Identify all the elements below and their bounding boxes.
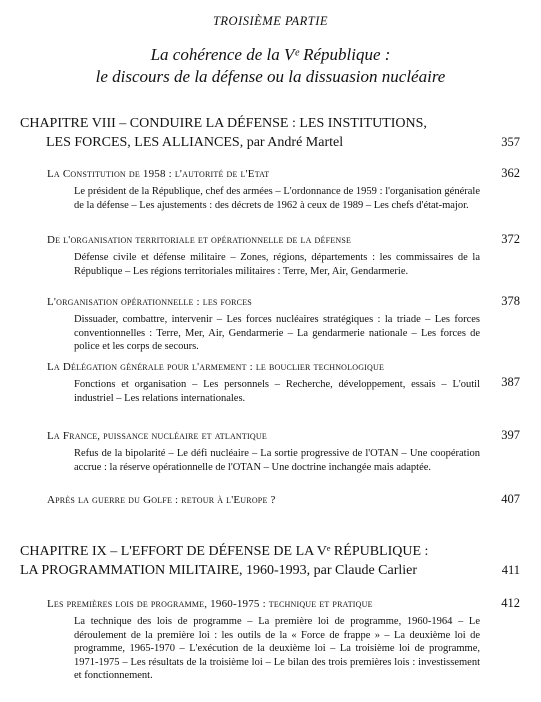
chapter-page-number: 411 <box>501 563 520 577</box>
section-page-number: 372 <box>501 232 520 246</box>
section-summary: Fonctions et organisation – Les personnels – Recherche, développement, essais – L'outil industriel – Les relations internationales. <box>74 379 480 404</box>
chapter-title-line2: LA PROGRAMMATION MILITAIRE, 1960-1993, par Claude Carlier <box>20 563 418 578</box>
toc-section <box>47 359 520 405</box>
section-summary: Refus de la bipolarité – Le défi nucléaire – La sortie progressive de l'OTAN – Une coopération accrue : la réserve opérationnelle de l'OTAN – Une doctrine inchangée mais adaptée. <box>74 448 480 473</box>
toc-section <box>47 166 520 212</box>
chapter-page-number: 357 <box>501 135 520 149</box>
chapter-title-line1: CHAPITRE VIII – CONDUIRE LA DÉFENSE : LES INSTITUTIONS, <box>20 116 427 131</box>
section-title: Les premières lois de programme, 1960-1975 : technique et pratique <box>47 598 373 610</box>
section-title: La France, puissance nucléaire et atlantique <box>47 430 267 442</box>
section-page-number: 412 <box>501 596 520 610</box>
toc-section <box>47 232 520 278</box>
toc-section <box>47 596 520 683</box>
chapter-title-line2: LES FORCES, LES ALLIANCES, par André Martel <box>46 135 344 150</box>
part-title-line2: le discours de la défense ou la dissuasion nucléaire <box>95 67 446 86</box>
section-page-number: 362 <box>501 166 520 180</box>
section-summary: Le président de la République, chef des armées – L'ordonnance de 1959 : l'organisation générale de la défense – Les ajustements : des décrets de 1962 à ceux de 1989 – Les chefs d'état-major. <box>74 186 480 211</box>
section-title: La Délégation générale pour l'armement : le bouclier technologique <box>47 361 385 373</box>
section-page-number: 378 <box>501 294 520 308</box>
section-summary: La technique des lois de programme – La première loi de programme, 1960-1964 – Le déroulement de la première loi : les outils de la « Force de frappe » – La deuxième loi de programme, 1965-1970 – L'exécution de la deuxième loi – La troisième loi de programme, 1971-1975 – Les résultats de la troisième loi – Le bilan des trois premières lois : investissement et fonctionnement. <box>74 616 480 681</box>
section-title: De l'organisation territoriale et opérationnelle de la défense <box>47 234 352 246</box>
part-label: TROISIÈME PARTIE <box>212 14 329 28</box>
section-title: La Constitution de 1958 : l'autorité de l'Etat <box>47 168 270 180</box>
chapter-title-line1: CHAPITRE IX – L'EFFORT DE DÉFENSE DE LA Vᵉ RÉPUBLIQUE : <box>20 544 429 559</box>
toc-section <box>47 294 520 354</box>
toc-section <box>47 428 520 474</box>
section-summary: Défense civile et défense militaire – Zones, régions, départements : les commissaires de la République – Les régions territoriales militaires : Terre, Mer, Air, Gendarmerie. <box>74 252 480 277</box>
section-page-number: 397 <box>501 428 520 442</box>
section-summary: Dissuader, combattre, intervenir – Les forces nucléaires stratégiques : la triade – Les forces conventionnelles : Terre, Mer, Air, Gendarmerie – La gendarmerie nationale – Les forces de police et les corps de secours. <box>74 314 480 352</box>
section-page-number: 407 <box>501 492 520 506</box>
section-title: L'organisation opérationnelle : les forces <box>47 296 252 308</box>
part-title-line1: La cohérence de la Vᵉ République : <box>150 45 391 64</box>
chapter-ix-heading <box>20 542 520 580</box>
toc-section <box>47 492 520 508</box>
chapter-viii-heading <box>20 114 520 152</box>
section-title: Après la guerre du Golfe : retour à l'Europe ? <box>47 494 276 506</box>
section-page-number: 387 <box>501 375 520 389</box>
